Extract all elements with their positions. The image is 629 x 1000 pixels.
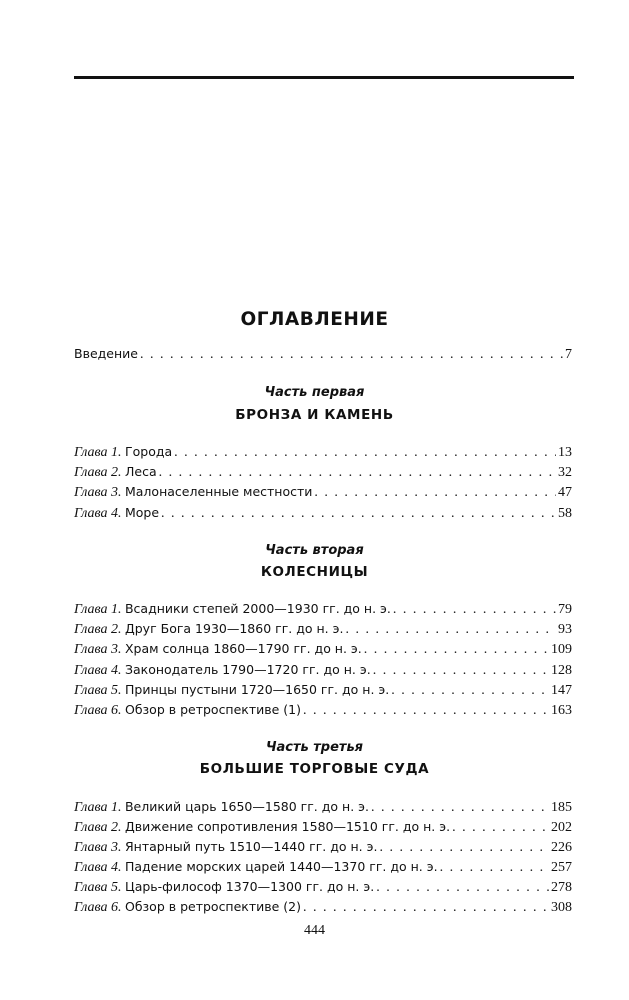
toc-entry[interactable] (74, 662, 572, 682)
toc-entry[interactable] (74, 799, 572, 819)
part-label: Часть первая (264, 385, 365, 400)
chapter-number: Глава 4. (74, 860, 122, 875)
chapter-page: 163 (551, 703, 572, 718)
toc-entry[interactable] (74, 899, 572, 919)
page-number: 444 (304, 923, 325, 938)
dot-leader (376, 880, 549, 896)
chapter-number: Глава 5. (74, 880, 122, 895)
toc-entry[interactable] (74, 859, 572, 879)
toc-entry[interactable] (74, 505, 572, 525)
chapter-number: Глава 1. (74, 445, 122, 460)
page-title: ОГЛАВЛЕНИЕ (240, 309, 389, 330)
toc-entry[interactable] (74, 444, 572, 464)
chapter-page: 147 (551, 683, 572, 698)
chapter-title: Храм солнца 1860—1790 гг. до н. э. (124, 641, 362, 656)
chapter-title: Движение сопротивления 1580—1510 гг. до н. э. (124, 819, 451, 834)
chapter-page: 47 (558, 485, 572, 500)
dot-leader (379, 840, 549, 856)
dot-leader (303, 703, 549, 719)
chapter-title: Законодатель 1790—1720 гг. до н. э. (124, 662, 371, 677)
entry-page: 7 (565, 347, 572, 362)
chapter-title: Великий царь 1650—1580 гг. до н. э. (124, 799, 369, 814)
dot-leader (371, 800, 549, 816)
dot-leader (440, 860, 549, 876)
dot-leader (393, 602, 556, 618)
chapter-number: Глава 5. (74, 683, 122, 698)
chapter-page: 32 (558, 465, 572, 480)
chapter-number: Глава 1. (74, 800, 122, 815)
dot-leader (373, 663, 549, 679)
dot-leader (314, 485, 556, 501)
dot-leader (159, 465, 556, 481)
part-label: Часть третья (265, 740, 364, 755)
chapter-page: 308 (551, 900, 572, 915)
toc-entry[interactable] (74, 601, 572, 621)
chapter-page: 13 (558, 445, 572, 460)
chapter-title: Царь-философ 1370—1300 гг. до н. э. (124, 879, 375, 894)
chapter-title: Обзор в ретроспективе (1) (124, 702, 301, 717)
chapter-number: Глава 4. (74, 506, 122, 521)
toc-entry[interactable] (74, 879, 572, 899)
chapter-page: 185 (551, 800, 572, 815)
dot-leader (364, 642, 549, 658)
chapter-page: 58 (558, 506, 572, 521)
chapter-number: Глава 2. (74, 622, 122, 637)
dot-leader (161, 506, 556, 522)
chapter-title: Леса (124, 464, 157, 479)
toc-entry[interactable] (74, 682, 572, 702)
chapter-page: 128 (551, 663, 572, 678)
chapter-number: Глава 3. (74, 485, 122, 500)
toc-entry[interactable] (74, 641, 572, 661)
chapter-number: Глава 3. (74, 642, 122, 657)
toc-entry[interactable] (74, 484, 572, 504)
toc-entry-intro[interactable] (74, 346, 572, 366)
part-title: БРОНЗА И КАМЕНЬ (235, 407, 394, 423)
toc-entry[interactable] (74, 702, 572, 722)
toc-entry[interactable] (74, 839, 572, 859)
chapter-title: Города (124, 444, 173, 459)
entry-label: Введение (74, 346, 138, 361)
dot-leader (391, 683, 549, 699)
chapter-number: Глава 2. (74, 820, 122, 835)
chapter-title: Падение морских царей 1440—1370 гг. до н. э. (124, 859, 438, 874)
chapter-page: 278 (551, 880, 572, 895)
part-label: Часть вторая (265, 543, 364, 558)
dot-leader (174, 445, 556, 461)
header-rule (74, 76, 574, 79)
chapter-page: 202 (551, 820, 572, 835)
toc-entry[interactable] (74, 621, 572, 641)
chapter-number: Глава 2. (74, 465, 122, 480)
chapter-page: 79 (558, 602, 572, 617)
chapter-title: Обзор в ретроспективе (2) (124, 899, 301, 914)
chapter-page: 93 (558, 622, 572, 637)
toc-entry[interactable] (74, 819, 572, 839)
chapter-title: Янтарный путь 1510—1440 гг. до н. э. (124, 839, 378, 854)
chapter-title: Море (124, 505, 160, 520)
chapter-number: Глава 6. (74, 900, 122, 915)
chapter-number: Глава 3. (74, 840, 122, 855)
chapter-page: 226 (551, 840, 572, 855)
toc-entry[interactable] (74, 464, 572, 484)
chapter-title: Всадники степей 2000—1930 гг. до н. э. (124, 601, 391, 616)
chapter-title: Принцы пустыни 1720—1650 гг. до н. э. (124, 682, 390, 697)
chapter-title: Малонаселенные местности (124, 484, 313, 499)
dot-leader (345, 622, 556, 638)
chapter-title: Друг Бога 1930—1860 гг. до н. э. (124, 621, 344, 636)
chapter-number: Глава 1. (74, 602, 122, 617)
chapter-page: 109 (551, 642, 572, 657)
part-title: КОЛЕСНИЦЫ (260, 564, 369, 580)
chapter-number: Глава 4. (74, 663, 122, 678)
chapter-number: Глава 6. (74, 703, 122, 718)
dot-leader (303, 900, 549, 916)
part-title: БОЛЬШИЕ ТОРГОВЫЕ СУДА (199, 761, 430, 777)
dot-leader (140, 347, 563, 363)
chapter-page: 257 (551, 860, 572, 875)
dot-leader (452, 820, 549, 836)
